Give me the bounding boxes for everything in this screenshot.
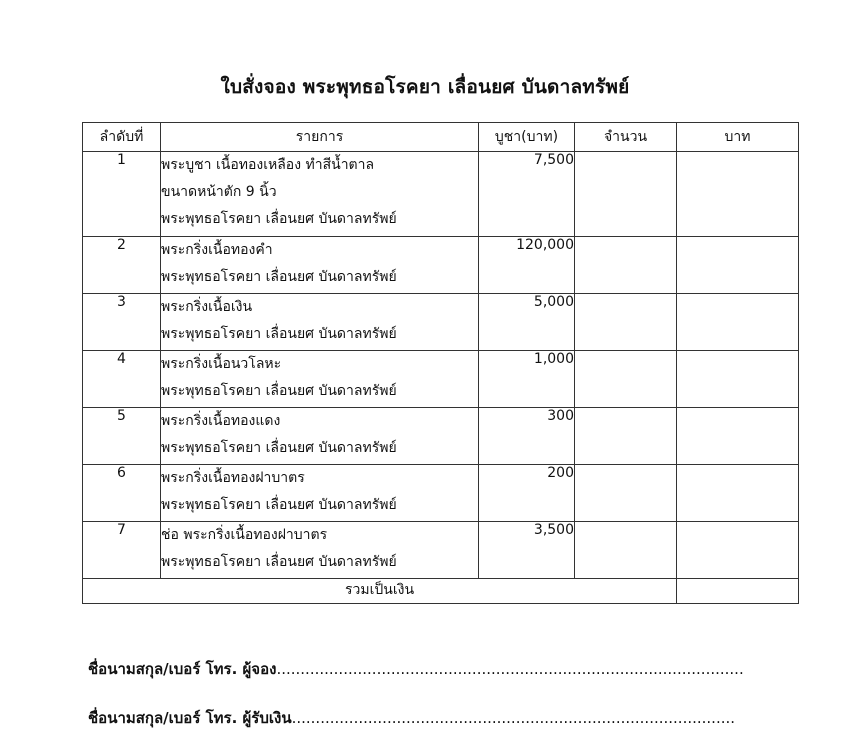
row-price: 300	[479, 408, 575, 465]
row-qty-cell[interactable]	[575, 408, 677, 465]
row-item	[161, 408, 479, 465]
row-baht-cell[interactable]	[677, 408, 799, 465]
item-line: พระพุทธอโรคยา เลื่อนยศ บันดาลทรัพย์	[161, 554, 397, 570]
row-price: 1,000	[479, 351, 575, 408]
item-line: พระพุทธอโรคยา เลื่อนยศ บันดาลทรัพย์	[161, 269, 397, 285]
row-number: 4	[83, 351, 161, 408]
row-baht-cell[interactable]	[677, 465, 799, 522]
receiver-label: ชื่อนามสกุล/เบอร์ โทร. ผู้รับเงิน	[88, 709, 292, 727]
item-line: พระพุทธอโรคยา เลื่อนยศ บันดาลทรัพย์	[161, 326, 397, 342]
row-baht-cell[interactable]	[677, 237, 799, 294]
item-line: พระบูชา เนื้อทองเหลือง ทำสีน้ำตาล	[161, 157, 375, 173]
item-line: พระกริ่งเนื้อทองแดง	[161, 413, 281, 429]
row-price: 7,500	[479, 152, 575, 237]
receiver-signature-line[interactable]	[88, 706, 735, 730]
table-row	[83, 294, 799, 351]
row-number: 7	[83, 522, 161, 579]
row-number: 5	[83, 408, 161, 465]
table-row	[83, 408, 799, 465]
row-price: 200	[479, 465, 575, 522]
row-number: 2	[83, 237, 161, 294]
order-table	[82, 122, 799, 604]
row-item	[161, 465, 479, 522]
header-baht: บาท	[677, 123, 799, 152]
row-qty-cell[interactable]	[575, 351, 677, 408]
row-item	[161, 351, 479, 408]
table-header-row	[83, 123, 799, 152]
item-line: พระพุทธอโรคยา เลื่อนยศ บันดาลทรัพย์	[161, 440, 397, 456]
row-item	[161, 294, 479, 351]
row-qty-cell[interactable]	[575, 152, 677, 237]
header-no: ลำดับที่	[83, 123, 161, 152]
total-amount-cell[interactable]	[677, 579, 799, 604]
row-qty-cell[interactable]	[575, 465, 677, 522]
row-price: 120,000	[479, 237, 575, 294]
item-line: พระกริ่งเนื้อเงิน	[161, 299, 253, 315]
row-number: 3	[83, 294, 161, 351]
row-price: 5,000	[479, 294, 575, 351]
row-qty-cell[interactable]	[575, 294, 677, 351]
booker-label: ชื่อนามสกุล/เบอร์ โทร. ผู้จอง	[88, 660, 277, 678]
row-baht-cell[interactable]	[677, 294, 799, 351]
table-row	[83, 351, 799, 408]
item-line: ช่อ พระกริ่งเนื้อทองฝาบาตร	[161, 527, 328, 543]
row-price: 3,500	[479, 522, 575, 579]
row-baht-cell[interactable]	[677, 152, 799, 237]
total-label: รวมเป็นเงิน	[83, 579, 677, 604]
item-line: พระพุทธอโรคยา เลื่อนยศ บันดาลทรัพย์	[161, 497, 397, 513]
total-row	[83, 579, 799, 604]
item-line: พระพุทธอโรคยา เลื่อนยศ บันดาลทรัพย์	[161, 211, 397, 227]
booker-dots: ..................................................................................................	[276, 660, 744, 678]
item-line: พระพุทธอโรคยา เลื่อนยศ บันดาลทรัพย์	[161, 383, 397, 399]
row-baht-cell[interactable]	[677, 351, 799, 408]
row-qty-cell[interactable]	[575, 522, 677, 579]
header-qty: จำนวน	[575, 123, 677, 152]
item-line: ขนาดหน้าตัก 9 นิ้ว	[161, 184, 277, 200]
row-baht-cell[interactable]	[677, 522, 799, 579]
table-row	[83, 152, 799, 237]
row-number: 1	[83, 152, 161, 237]
table-row	[83, 522, 799, 579]
row-item	[161, 152, 479, 237]
item-line: พระกริ่งเนื้อนวโลหะ	[161, 356, 282, 372]
row-number: 6	[83, 465, 161, 522]
header-price: บูชา(บาท)	[479, 123, 575, 152]
item-line: พระกริ่งเนื้อทองคำ	[161, 242, 273, 258]
row-qty-cell[interactable]	[575, 237, 677, 294]
table-row	[83, 465, 799, 522]
row-item	[161, 237, 479, 294]
header-item: รายการ	[161, 123, 479, 152]
item-line: พระกริ่งเนื้อทองฝาบาตร	[161, 470, 305, 486]
booker-signature-line[interactable]	[88, 657, 744, 681]
receiver-dots: .............................................................................................	[291, 709, 736, 727]
document-title: ใบสั่งจอง พระพุทธอโรคยา เลื่อนยศ บันดาลทรัพย์	[220, 76, 630, 98]
row-item	[161, 522, 479, 579]
table-row	[83, 237, 799, 294]
